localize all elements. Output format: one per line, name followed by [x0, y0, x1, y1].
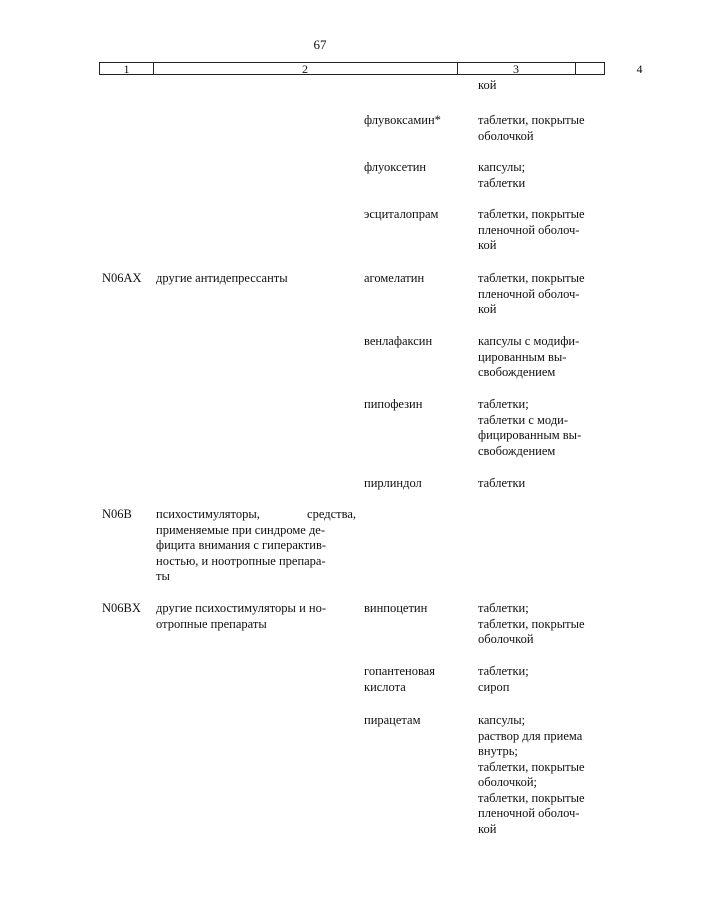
drug-name — [364, 271, 472, 287]
form-line: таблетки, покрытые — [478, 759, 585, 774]
form-line: капсулы; — [478, 713, 526, 727]
form-line: таблетки, покрытые — [478, 790, 585, 805]
drug-line: венлафаксин — [364, 334, 433, 348]
form-line: капсулы; — [478, 160, 526, 174]
form-line: таблетки, покрытые — [478, 207, 585, 221]
form-line: таблетки; — [478, 601, 529, 615]
form-line: раствор для приема — [478, 728, 583, 743]
dosage-form — [478, 207, 598, 254]
drug-name — [364, 113, 472, 129]
drug-name — [364, 160, 472, 176]
dosage-form — [478, 397, 598, 459]
header-col-3: 3 — [457, 63, 576, 75]
drug-name — [364, 476, 472, 492]
form-line: капсулы с модифи- — [478, 334, 580, 348]
group-line: другие психостимуляторы и но- — [156, 601, 326, 615]
header-col-1: 1 — [100, 63, 154, 75]
header-col-4: 4 — [636, 62, 643, 76]
group-line: фицита внимания с гиперактив- — [156, 538, 327, 552]
form-line: фицированным вы- — [478, 428, 582, 442]
form-line: пленочной оболоч- — [478, 286, 580, 301]
page-number: 67 — [313, 37, 327, 52]
drug-name — [364, 207, 472, 223]
atc-code: N06BX — [102, 601, 141, 615]
form-line: кой — [478, 78, 497, 92]
drug-line: пирацетам — [364, 713, 421, 727]
form-line: таблетки, покрытые — [478, 271, 585, 285]
form-line: пленочной оболоч- — [478, 806, 580, 820]
group-name — [156, 271, 356, 287]
form-line: таблетки, покрытые — [478, 113, 585, 127]
drug-line: агомелатин — [364, 271, 425, 285]
dosage-form — [478, 334, 598, 381]
form-line: таблетки; — [478, 397, 529, 411]
group-name — [156, 507, 356, 585]
form-line: таблетки — [478, 476, 526, 490]
drug-line: кислота — [364, 679, 406, 694]
drug-name — [364, 334, 472, 350]
drug-line: пирлиндол — [364, 476, 422, 490]
dosage-form — [478, 713, 598, 837]
drug-name — [364, 713, 472, 729]
form-line: пленочной оболоч- — [478, 222, 580, 237]
form-line: таблетки, покрытые — [478, 616, 585, 631]
form-line: сироп — [478, 679, 510, 694]
dosage-form — [478, 476, 598, 492]
header-col-2: 2 — [153, 63, 458, 75]
drug-name — [364, 664, 472, 695]
drug-line: винпоцетин — [364, 601, 428, 615]
form-line: оболочкой; — [478, 775, 537, 789]
dosage-form — [478, 160, 598, 191]
form-line: свобождением — [478, 443, 556, 458]
form-line: таблетки; — [478, 664, 529, 678]
atc-code: N06AX — [102, 271, 142, 285]
dosage-form — [478, 601, 598, 648]
drug-name — [364, 397, 472, 413]
drug-line: флуоксетин — [364, 160, 427, 174]
atc-code: N06B — [102, 507, 132, 521]
drug-line: пипофезин — [364, 397, 423, 411]
dosage-form — [478, 664, 598, 695]
form-line: оболочкой — [478, 128, 534, 143]
group-line: ты — [156, 569, 170, 583]
form-line: кой — [478, 302, 497, 316]
form-line: кой — [478, 821, 497, 836]
drug-line: эсциталопрам — [364, 207, 439, 221]
continuation-text — [478, 78, 598, 94]
form-line: оболочкой — [478, 632, 534, 646]
dosage-form — [478, 271, 598, 318]
form-line: таблетки с моди- — [478, 412, 569, 427]
group-line: отропные препараты — [156, 616, 267, 631]
group-line: другие антидепрессанты — [156, 271, 288, 285]
form-line: свобождением — [478, 365, 556, 379]
form-line: цированным вы- — [478, 349, 567, 364]
table-header — [99, 62, 643, 76]
group-line: применяемые при синдроме де- — [156, 522, 326, 537]
drug-line: флувоксамин* — [364, 113, 441, 127]
drug-line: гопантеновая — [364, 664, 435, 678]
group-line: психостимуляторы, средства, — [156, 507, 356, 521]
dosage-form — [478, 113, 598, 144]
drug-name — [364, 601, 472, 617]
group-name — [156, 601, 356, 632]
form-line: внутрь; — [478, 744, 518, 758]
form-line: кой — [478, 238, 497, 252]
group-line: ностью, и ноотропные препара- — [156, 553, 326, 568]
form-line: таблетки — [478, 175, 526, 190]
